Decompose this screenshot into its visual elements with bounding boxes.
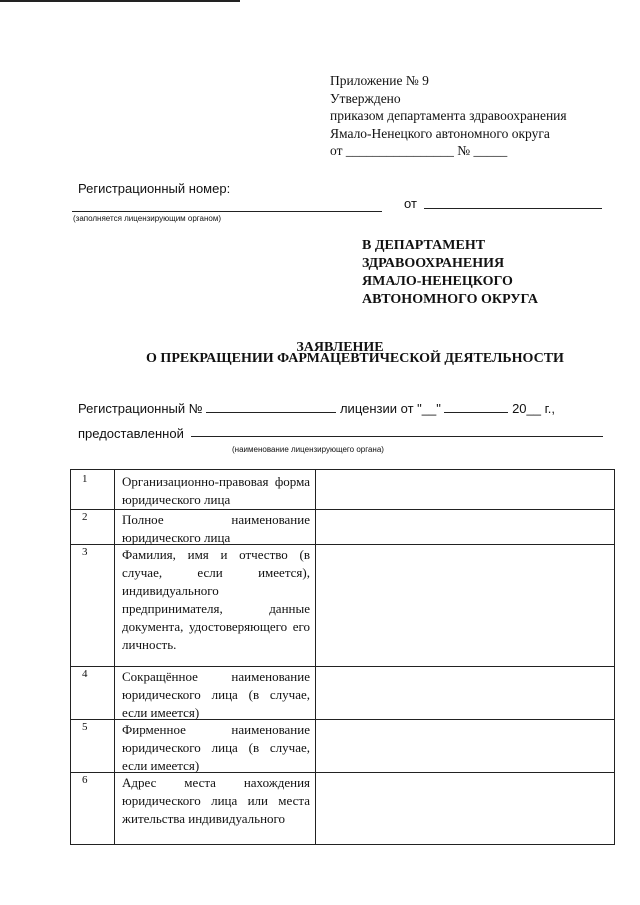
registration-note: (заполняется лицензирующим органом) — [73, 214, 222, 223]
row-divider — [70, 666, 615, 667]
order-line: приказом департамента здравоохранения — [330, 108, 567, 123]
table-bottom-border — [70, 844, 615, 845]
table-left-border — [70, 469, 71, 845]
row-label: Фирменное наименование юридического лица (в случае, если имеется) — [122, 722, 310, 773]
granted-note: (наименование лицензирующего органа) — [232, 445, 384, 454]
row-number: 1 — [82, 473, 88, 485]
row-number: 6 — [82, 774, 88, 786]
top-edge-line — [0, 0, 240, 2]
license-month-field[interactable] — [444, 400, 508, 413]
document-title: ЗАЯВЛЕНИЕ — [296, 340, 384, 355]
table-number-divider — [114, 469, 115, 845]
addressee-line-3: ЯМАЛО-НЕНЕЦКОГО — [362, 274, 513, 289]
registration-date-label: от — [404, 196, 417, 211]
addressee-line-1: В ДЕПАРТАМЕНТ — [362, 238, 486, 253]
addressee-line-4: АВТОНОМНОГО ОКРУГА — [362, 292, 539, 307]
row-label: Организационно-правовая форма юридического лица — [122, 474, 310, 507]
license-date-label: лицензии от "__" — [339, 401, 441, 416]
row-number: 5 — [82, 721, 88, 733]
row-label: Полное наименование юридического лица — [122, 512, 310, 545]
granted-label: предоставленной — [78, 426, 184, 441]
table-right-border — [614, 469, 615, 845]
applicant-info-table — [70, 469, 615, 845]
appendix-block — [330, 72, 630, 160]
appendix-number: Приложение № 9 — [330, 73, 429, 88]
registration-number-field[interactable] — [72, 211, 382, 212]
row-label: Адрес места нахождения юридического лица или места жительства индивидуального — [122, 775, 310, 826]
approved-label: Утверждено — [330, 90, 401, 106]
table-label-divider — [315, 469, 316, 845]
row-number: 4 — [82, 668, 88, 680]
license-reg-label: Регистрационный № — [78, 401, 203, 416]
granted-by-field[interactable] — [191, 436, 603, 437]
registration-number-label: Регистрационный номер: — [78, 181, 231, 196]
row-label: Фамилия, имя и отчество (в случае, если имеется), индивидуального предпринимателя, данные документа, удостоверяющего его личность. — [122, 547, 310, 652]
region-line: Ямало-Ненецкого автономного округа — [330, 125, 550, 141]
license-line — [78, 400, 608, 416]
row-divider — [70, 509, 615, 510]
row-number: 3 — [82, 546, 88, 558]
document-subtitle: О ПРЕКРАЩЕНИИ ФАРМАЦЕВТИЧЕСКОЙ ДЕЯТЕЛЬНОСТИ — [146, 351, 564, 366]
order-date-number: от ________________ № _____ — [330, 143, 508, 158]
addressee-line-2: ЗДРАВООХРАНЕНИЯ — [362, 256, 505, 271]
registration-date-field[interactable] — [424, 208, 602, 209]
license-reg-number-field[interactable] — [206, 400, 336, 413]
license-year-label: 20__ г., — [512, 401, 555, 416]
row-number: 2 — [82, 511, 88, 523]
row-label: Сокращённое наименование юридического лица (в случае, если имеется) — [122, 669, 310, 720]
addressee-block — [362, 237, 538, 309]
table-top-border — [70, 469, 615, 470]
